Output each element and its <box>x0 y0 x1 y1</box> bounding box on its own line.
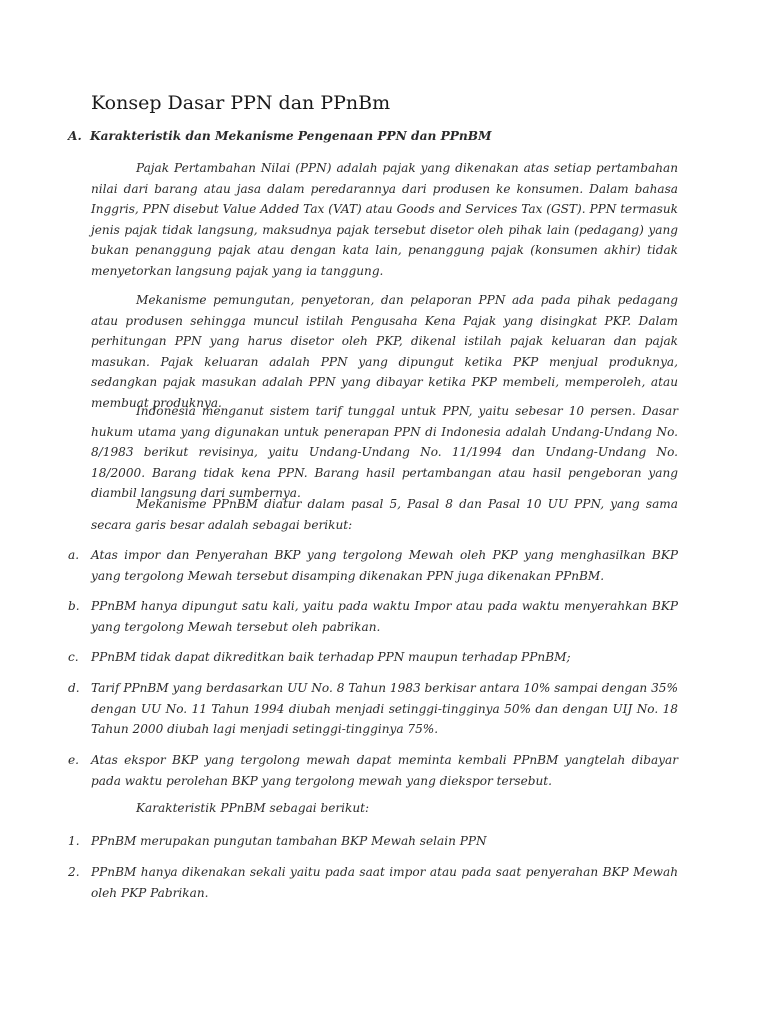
list-item <box>68 647 678 668</box>
characteristics-heading: Karakteristik PPnBM sebagai berikut: <box>136 801 370 815</box>
list-item-text: PPnBM tidak dapat dikreditkan baik terhadap PPN maupun terhadap PPnBM; <box>91 650 571 664</box>
list-item <box>68 831 678 852</box>
paragraph-ppnbm-mechanism-intro: Mekanisme PPnBM diatur dalam pasal 5, Pasal 8 dan Pasal 10 UU PPN, yang sama secara garis besar adalah sebagai berikut: <box>91 497 678 532</box>
document-title: Konsep Dasar PPN dan PPnBm <box>91 92 391 114</box>
list-marker: d. <box>68 681 80 695</box>
list-item <box>68 596 678 637</box>
list-item <box>68 545 678 586</box>
list-marker: e. <box>68 753 80 767</box>
list-item <box>68 750 678 791</box>
list-item-text: Tarif PPnBM yang berdasarkan UU No. 8 Tahun 1983 berkisar antara 10% sampai dengan 35% dengan UU No. 11 Tahun 1994 diubah menjadi setinggi-tingginya 50% dan dengan UIJ No. 18 Tahun 2000 diubah lagi menjadi setinggi-tingginya 75%. <box>91 681 678 737</box>
section-heading <box>68 129 492 143</box>
list-item <box>68 862 678 903</box>
paragraph-ppn-definition: Pajak Pertambahan Nilai (PPN) adalah pajak yang dikenakan atas setiap pertambahan nilai dari barang atau jasa dalam peredarannya dari produsen ke konsumen. Dalam bahasa Inggris, PPN disebut Value Added Tax (VAT) atau Goods and Services Tax (GST). PPN termasuk jenis pajak tidak langsung, maksudnya pajak tersebut disetor oleh pihak lain (pedagang) yang bukan penanggung pajak atau dengan kata lain, penanggung pajak (konsumen akhir) tidak menyetorkan langsung pajak yang ia tanggung. <box>91 161 678 278</box>
list-item-text: PPnBM hanya dipungut satu kali, yaitu pada waktu Impor atau pada waktu menyerahkan BKP yang tergolong Mewah tersebut oleh pabrikan. <box>91 599 678 634</box>
section-heading-text: Karakteristik dan Mekanisme Pengenaan PPN dan PPnBM <box>90 129 492 143</box>
list-marker: a. <box>68 548 80 562</box>
list-item-text: PPnBM hanya dikenakan sekali yaitu pada saat impor atau pada saat penyerahan BKP Mewah oleh PKP Pabrikan. <box>91 865 678 900</box>
paragraph-ppn-mechanism: Mekanisme pemungutan, penyetoran, dan pelaporan PPN ada pada pihak pedagang atau produsen sehingga muncul istilah Pengusaha Kena Pajak yang disingkat PKP. Dalam perhitungan PPN yang harus disetor oleh PKP, dikenal istilah pajak keluaran dan pajak masukan. Pajak keluaran adalah PPN yang dipungut ketika PKP menjual produknya, sedangkan pajak masukan adalah PPN yang dibayar ketika PKP membeli, memperoleh, atau membuat produknya. <box>91 293 678 410</box>
list-marker: c. <box>68 650 79 664</box>
list-marker: 1. <box>68 834 80 848</box>
list-item-text: Atas ekspor BKP yang tergolong mewah dapat meminta kembali PPnBM yangtelah dibayar pada waktu perolehan BKP yang tergolong mewah yang diekspor tersebut. <box>91 753 678 788</box>
list-marker: 2. <box>68 865 80 879</box>
list-item-text: Atas impor dan Penyerahan BKP yang tergolong Mewah oleh PKP yang menghasilkan BKP yang tergolong Mewah tersebut disamping dikenakan PPN juga dikenakan PPnBM. <box>91 548 678 583</box>
list-item <box>68 678 678 740</box>
list-item-text: PPnBM merupakan pungutan tambahan BKP Mewah selain PPN <box>91 834 487 848</box>
section-letter: A. <box>68 129 82 143</box>
paragraph-ppn-tariff: Indonesia menganut sistem tarif tunggal untuk PPN, yaitu sebesar 10 persen. Dasar hukum utama yang digunakan untuk penerapan PPN di Indonesia adalah Undang-Undang No. 8/1983 berikut revisinya, yaitu Undang-Undang No. 11/1994 dan Undang-Undang No. 18/2000. Barang tidak kena PPN. Barang hasil pertambangan atau hasil pengeboran yang diambil langsung dari sumbernya. <box>91 404 678 501</box>
list-marker: b. <box>68 599 80 613</box>
